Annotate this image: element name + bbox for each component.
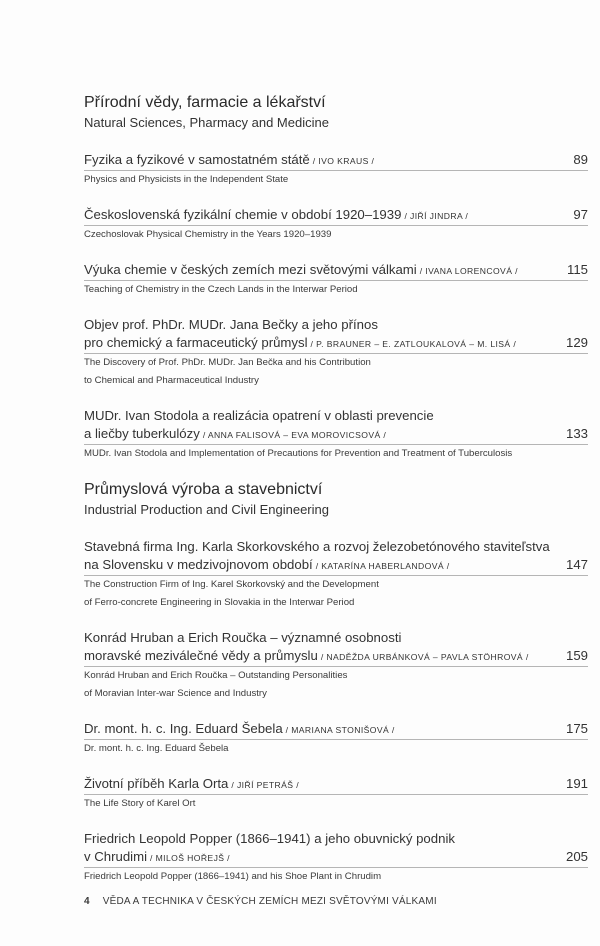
entry-subtitle-line: Teaching of Chemistry in the Czech Lands in the Interwar Period <box>84 284 358 295</box>
toc-entry[interactable] <box>84 261 588 299</box>
entry-subtitle-line: MUDr. Ivan Stodola and Implementation of Precautions for Prevention and Treatment of Tuberculosis <box>84 448 513 459</box>
entry-title-line: Výuka chemie v českých zemích mezi světovými válkami <box>84 262 417 277</box>
toc-entry[interactable] <box>84 629 588 703</box>
toc-entry[interactable] <box>84 720 588 758</box>
entry-title-group <box>84 775 299 794</box>
entry-page-number: 115 <box>566 262 588 277</box>
entry-title-row <box>84 206 588 226</box>
entry-title-row <box>84 261 588 281</box>
book-title: VĚDA A TECHNIKA V ČESKÝCH ZEMÍCH MEZI SVĚTOVÝMI VÁLKAMI <box>102 896 437 907</box>
entry-title-line: pro chemický a farmaceutický průmysl <box>84 335 308 350</box>
entry-title-group <box>84 848 230 867</box>
toc-entry[interactable] <box>84 407 588 463</box>
entry-title-row <box>84 425 588 445</box>
entry-title-group <box>84 334 516 353</box>
entry-subtitle-line: of Moravian Inter-war Science and Industry <box>84 688 267 699</box>
toc-entry[interactable] <box>84 538 588 612</box>
entry-title-line: Dr. mont. h. c. Ing. Eduard Šebela <box>84 721 283 736</box>
entry-title-line: na Slovensku v medzivojnovom období <box>84 557 313 572</box>
entry-title-line: v Chrudimi <box>84 849 148 864</box>
entry-subtitle-line: The Life Story of Karel Ort <box>84 798 196 809</box>
entry-author: / JIŘÍ PETRÁŠ / <box>231 780 300 790</box>
entry-title-line: Československá fyzikální chemie v období 1920–1939 <box>84 207 402 222</box>
entry-subtitle-line: Friedrich Leopold Popper (1866–1941) and his Shoe Plant in Chrudim <box>84 871 382 882</box>
toc-entry[interactable] <box>84 151 588 189</box>
entry-title-line: Fyzika a fyzikové v samostatném státě <box>84 152 310 167</box>
entry-title-line: Friedrich Leopold Popper (1866–1941) a jeho obuvnický podnik <box>84 831 455 846</box>
entry-subtitle-line: Dr. mont. h. c. Ing. Eduard Šebela <box>84 743 229 754</box>
entry-page-number: 129 <box>565 335 588 350</box>
entry-title-line: a liečby tuberkulózy <box>84 426 200 441</box>
entry-title-line: Stavebná firma Ing. Karla Skorkovského a rozvoj železobetónového staviteľstva <box>84 539 550 554</box>
section-heading <box>84 93 588 132</box>
toc-entry[interactable] <box>84 830 588 886</box>
entry-page-number: 191 <box>565 776 588 791</box>
section-heading <box>84 480 588 519</box>
entry-title-row <box>84 775 588 795</box>
page-number: 4 <box>84 896 90 907</box>
entry-subtitle-line: of Ferro-concrete Engineering in Slovakia in the Interwar Period <box>84 597 355 608</box>
section-title-en: Natural Sciences, Pharmacy and Medicine <box>84 115 329 130</box>
entry-author: / MARIANA STONIŠOVÁ / <box>285 725 395 735</box>
entry-page-number: 89 <box>573 152 588 167</box>
entry-page-number: 175 <box>565 721 588 736</box>
entry-title-group <box>84 206 468 225</box>
entry-title-row <box>84 848 588 868</box>
entry-page-number: 133 <box>565 426 588 441</box>
page-footer <box>84 896 437 907</box>
entry-title-group <box>84 261 518 280</box>
section-title-en: Industrial Production and Civil Engineering <box>84 502 329 517</box>
entry-author: / JIŘÍ JINDRA / <box>404 211 469 221</box>
entry-author: / IVANA LORENCOVÁ / <box>419 266 518 276</box>
entry-page-number: 159 <box>565 648 588 663</box>
entry-title-row <box>84 647 588 667</box>
entry-page-number: 147 <box>565 557 588 572</box>
entry-title-row <box>84 334 588 354</box>
entry-title-line: Životní příběh Karla Orta <box>84 776 229 791</box>
entry-title-group <box>84 720 395 739</box>
table-of-contents <box>84 93 588 903</box>
entry-subtitle-line: The Discovery of Prof. PhDr. MUDr. Jan Bečka and his Contribution <box>84 357 371 368</box>
entry-title-line: Objev prof. PhDr. MUDr. Jana Bečky a jeho přínos <box>84 317 378 332</box>
entry-title-group <box>84 647 529 666</box>
toc-entry[interactable] <box>84 316 588 390</box>
entry-title-row <box>84 556 588 576</box>
entry-page-number: 205 <box>565 849 588 864</box>
entry-title-group <box>84 425 386 444</box>
entry-subtitle-line: to Chemical and Pharmaceutical Industry <box>84 375 259 386</box>
entry-author: / MILOŠ HOŘEJŠ / <box>150 853 230 863</box>
entry-title-row <box>84 720 588 740</box>
entry-page-number: 97 <box>573 207 588 222</box>
entry-author: / P. BRAUNER – E. ZATLOUKALOVÁ – M. LISÁ / <box>310 339 517 349</box>
entry-subtitle-line: Czechoslovak Physical Chemistry in the Years 1920–1939 <box>84 229 332 240</box>
entry-title-row <box>84 151 588 171</box>
entry-author: / IVO KRAUS / <box>312 156 375 166</box>
toc-entry[interactable] <box>84 206 588 244</box>
entry-title-group <box>84 556 450 575</box>
entry-subtitle-line: Konrád Hruban and Erich Roučka – Outstanding Personalities <box>84 670 348 681</box>
entry-author: / NADĚŽDA URBÁNKOVÁ – PAVLA STÖHROVÁ / <box>320 652 529 662</box>
entry-author: / KATARÍNA HABERLANDOVÁ / <box>315 561 450 571</box>
toc-entry[interactable] <box>84 775 588 813</box>
entry-subtitle-line: The Construction Firm of Ing. Karel Skorkovský and the Development <box>84 579 379 590</box>
entry-title-line: MUDr. Ivan Stodola a realizácia opatrení v oblasti prevencie <box>84 408 434 423</box>
section-title-cz: Průmyslová výroba a stavebnictví <box>84 481 323 498</box>
entry-title-line: Konrád Hruban a Erich Roučka – významné osobnosti <box>84 630 402 645</box>
section-title-cz: Přírodní vědy, farmacie a lékařství <box>84 94 326 111</box>
entry-subtitle-line: Physics and Physicists in the Independent State <box>84 174 289 185</box>
entry-title-line: moravské meziválečné vědy a průmyslu <box>84 648 318 663</box>
entry-author: / ANNA FALISOVÁ – EVA MOROVICSOVÁ / <box>202 430 387 440</box>
entry-title-group <box>84 151 374 170</box>
